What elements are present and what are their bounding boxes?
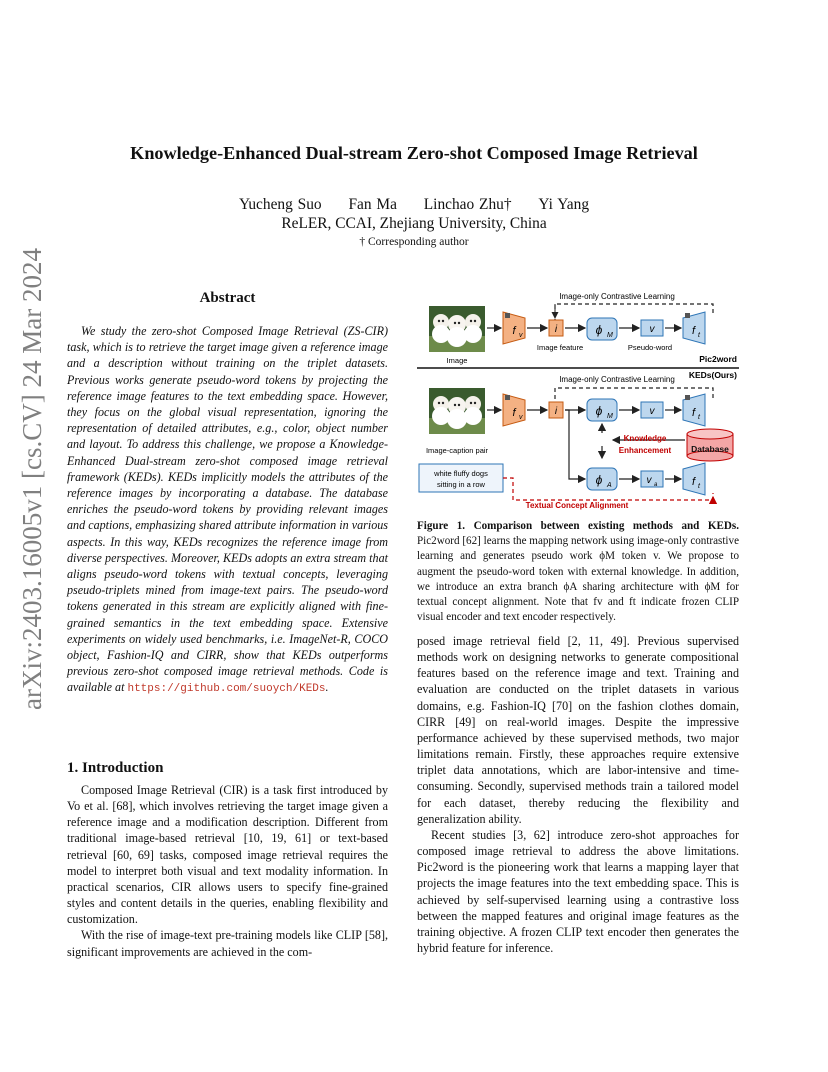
lock-icon (685, 313, 690, 318)
svg-text:sitting in a row: sitting in a row (437, 480, 485, 489)
author-4: Yi Yang (538, 196, 590, 213)
mid-contrastive-label: Image-only Contrastive Learning (559, 375, 675, 384)
intro-paragraph-2: With the rise of image-text pre-training models like CLIP [58], significant improvements are achieved in the com- (67, 928, 388, 959)
abstract-body (67, 323, 388, 698)
svg-text:ϕ: ϕ (595, 404, 603, 418)
text-encoder-bottom (683, 394, 705, 426)
corresponding-note: † Corresponding author (359, 236, 469, 248)
svg-text:f: f (692, 325, 696, 337)
dog-image-bottom (429, 388, 485, 434)
text-encoder-top (683, 312, 705, 344)
keds-label: KEDs(Ours) (688, 370, 737, 380)
svg-text:ϕ: ϕ (595, 473, 603, 487)
intro-paragraph-4: Recent studies [3, 62] introduce zero-shot approaches for composed image retrieval to address the above limitations. Pic2word is the pioneering work that learns a mapping layer that projects the image features into the text embedding space. This is achieved by self-supervised learning using a contrastive loss between the mapped features and original image features as the training objective. A frozen CLIP text encoder then generates the hybrid feature for inference. (417, 827, 739, 955)
arrow-i-phiA (565, 410, 585, 479)
svg-text:v: v (646, 475, 652, 486)
knowledge-label: Knowledge (623, 434, 667, 443)
figure-1 (417, 288, 739, 513)
textual-alignment-label: Textual Concept Alignment (525, 501, 629, 510)
intro-left-column (67, 782, 388, 960)
svg-text:v: v (519, 332, 523, 339)
paper-title: Knowledge-Enhanced Dual-stream Zero-shot Composed Image Retrieval (130, 143, 698, 163)
caption-text-box (419, 464, 503, 492)
author-list (0, 196, 828, 214)
lock-icon (685, 395, 690, 400)
svg-text:f: f (692, 476, 696, 488)
lock-icon (505, 395, 510, 400)
lock-icon (505, 313, 510, 318)
author-2: Fan Ma (348, 196, 397, 213)
svg-text:Database: Database (691, 444, 729, 454)
enhancement-label: Enhancement (618, 446, 672, 455)
image-feature-box-top (549, 320, 563, 336)
database-icon (687, 429, 733, 461)
svg-text:t: t (698, 332, 700, 339)
intro-paragraph-1: Composed Image Retrieval (CIR) is a task first introduced by Vo et al. [68], which involves retrieving the target image given a reference image and a modification description. Different from traditional image-based retrieval [10, 19, 61] or text-based retrieval [60, 69] tasks, composed image retrieval requires the model to interpret both visual and text modality information. In practical scenarios, CIR allows users to specify fine-grained styles and content details in the queries, enabling flexibility and customization. (67, 783, 388, 927)
image-feature-box-bottom (549, 402, 563, 418)
svg-text:v: v (649, 324, 655, 335)
svg-text:M: M (607, 413, 613, 420)
svg-text:f: f (692, 407, 696, 419)
abstract-text: We study the zero-shot Composed Image Retrieval (ZS-CIR) task, which is to retrieve the target image given a reference image and a description without training on the triplet datasets. Previous works generate pseudo-word tokens by projecting the reference image features to the text embedding space. However, they focus on the global visual representation, ignoring the representation of detailed attributes, e.g., color, object number and layout. To address this challenge, we propose a Knowledge-Enhanced Dual-stream zero-shot composed image retrieval framework (KEDs). KEDs implicitly models the attributes of the reference images by incorporating a database. The database enriches the pseudo-word tokens by providing relevant images and captions, emphasizing shared attribute information in various aspects. In this way, KEDs recognizes the reference image from diverse perspectives. Moreover, KEDs adopts an extra stream that aligns pseudo-word tokens with textual concepts, leveraging pseudo-triplets mined from image-text pairs. The pseudo-word tokens generated in this stream are explicitly aligned with fine-grained semantics in the text embedding space. Extensive experiments on widely used benchmarks, i.e. ImageNet-R, COCO object, Fashion-IQ and CIRR, show that KEDs outperforms previous zero-shot composed image retrieval methods. Code is available at (67, 324, 388, 695)
caption-bold: Comparison between existing methods and KEDs. (473, 520, 739, 532)
image-caption-pair-label: Image-caption pair (425, 446, 489, 455)
mapping-network-top (587, 318, 617, 340)
pseudo-word-label: Pseudo-word (627, 343, 673, 352)
mapping-network-bottom (587, 399, 617, 421)
code-link[interactable]: https://github.com/suoych/KEDs (127, 683, 326, 696)
image-feature-label: Image feature (536, 343, 584, 352)
author-1: Yucheng Suo (238, 196, 322, 213)
svg-text:i: i (554, 324, 558, 335)
alignment-network (587, 468, 617, 490)
text-encoder-alignment (683, 463, 705, 495)
svg-text:v: v (519, 414, 523, 421)
svg-text:A: A (607, 482, 612, 489)
figure-1-diagram (417, 288, 739, 513)
svg-text:M: M (607, 332, 613, 339)
visual-encoder-bottom (503, 394, 525, 426)
svg-text:f: f (512, 407, 516, 419)
abstract-heading: Abstract (199, 290, 256, 306)
abstract-end: . (325, 680, 329, 695)
intro-paragraph-3: posed image retrieval field [2, 11, 49]. Previous supervised methods work on designing networks to generate compositional features based on the reference image and text. Training and evaluation are conducted on the triplet datasets in various domains, e.g. Fashion-IQ [70] on the fashion clothes domain, CIRR [49] on real-world images. Despite the impressive performance achieved by these supervised methods, two major limitations remain. Firstly, these approaches require extensive triplet data annotations, which are labor-intensive and time-consuming. Secondly, supervised methods train a tailored model for each dataset, thereby reducing the flexibility and generalization ability. (417, 634, 739, 826)
intro-right-column (417, 633, 739, 956)
caption-text: Pic2word [62] learns the mapping network using image-only contrastive learning and generates pseudo work ϕM token v. We propose to augment the pseudo-word token with external knowledge. In addition, we introduce an extra branch ϕA sharing architecture with ϕM for textual concept alignment. Note that fv and ft indicate frozen CLIP visual encoder and text encoder respectively. (417, 535, 739, 624)
dog-image-top (429, 306, 485, 352)
visual-encoder-top (503, 312, 525, 344)
arxiv-sidebar-id: arXiv:2403.16005v1 [cs.CV] 24 Mar 2024 (17, 248, 47, 710)
svg-text:t: t (698, 483, 700, 490)
svg-text:ϕ: ϕ (595, 323, 603, 337)
top-contrastive-label: Image-only Contrastive Learning (559, 292, 675, 301)
pic2word-label: Pic2word (699, 354, 737, 364)
pseudo-word-box-top (641, 320, 663, 336)
pseudo-word-box-a (641, 471, 663, 488)
svg-text:t: t (698, 414, 700, 421)
pseudo-word-box-bottom (641, 402, 663, 418)
author-3: Linchao Zhu† (423, 196, 512, 213)
caption-lead: Figure 1. (417, 520, 466, 532)
svg-text:i: i (554, 406, 558, 417)
affiliation: ReLER, CCAI, Zhejiang University, China (281, 215, 547, 232)
svg-text:a: a (654, 482, 658, 488)
svg-text:f: f (512, 325, 516, 337)
svg-text:v: v (649, 406, 655, 417)
section-heading-introduction: 1. Introduction (67, 760, 164, 776)
image-label: Image (446, 356, 468, 365)
svg-text:white fluffy dogs: white fluffy dogs (434, 469, 488, 478)
figure-caption (417, 519, 739, 625)
